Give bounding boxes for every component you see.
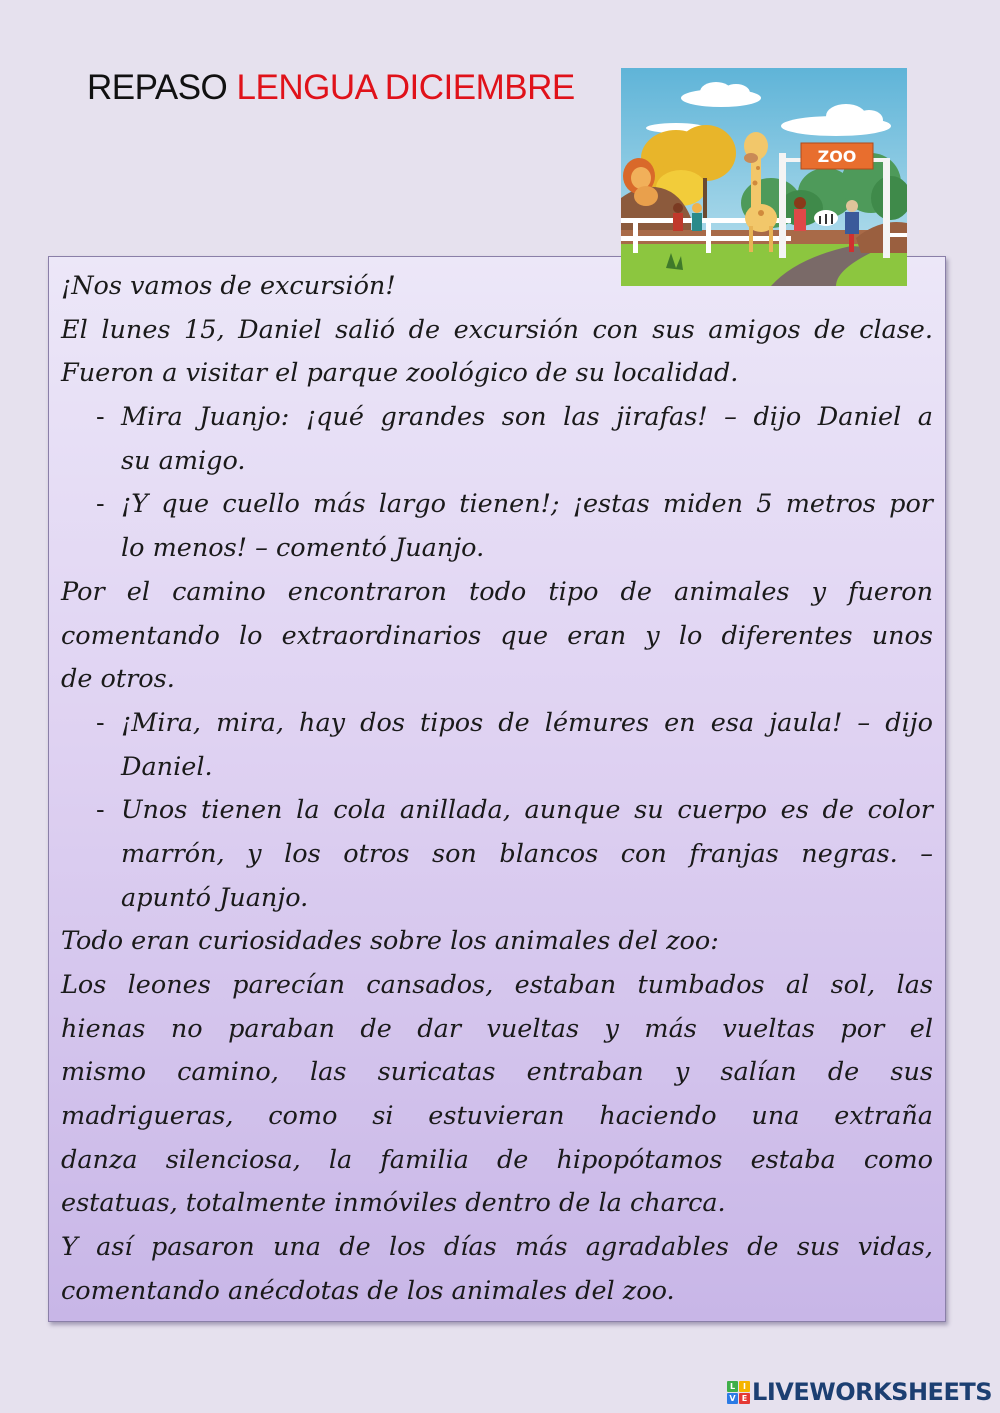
title-part-repaso: REPASO [87, 68, 228, 107]
logo-text: LIVEWORKSHEETS [752, 1378, 992, 1406]
passage-line [61, 702, 933, 746]
passage-line [61, 833, 933, 877]
passage-line-text: ¡Nos vamos de excursión! [61, 271, 396, 301]
title-part-lengua-diciembre: LENGUA DICIEMBRE [236, 68, 575, 107]
dialogue-dash: - [96, 707, 105, 738]
reading-passage-box [48, 256, 946, 1322]
page-title [87, 66, 575, 110]
passage-line-text: hienas no paraban de dar vueltas y más vueltas por el [61, 1013, 933, 1044]
passage-line [61, 789, 933, 833]
passage-line [61, 615, 933, 659]
passage-line [61, 309, 933, 353]
logo-tile-i: I [739, 1381, 750, 1392]
passage-line-text: mismo camino, las suricatas entraban y salían de sus [61, 1057, 933, 1088]
passage-line [61, 1051, 933, 1095]
passage-line-text: Todo eran curiosidades sobre los animales del zoo: [61, 926, 719, 957]
passage-line [61, 1095, 933, 1139]
passage-line [61, 352, 933, 396]
passage-line-text: Unos tienen la cola anillada, aunque su cuerpo es de color [121, 795, 933, 826]
passage-line-text: Daniel. [121, 751, 213, 782]
passage-line-text: danza silenciosa, la familia de hipopótamos estaba como [61, 1144, 933, 1175]
passage-line [61, 440, 933, 484]
passage-line-text: ¡Mira, mira, hay dos tipos de lémures en esa jaula! – dijo [121, 707, 933, 738]
reading-passage-text [61, 265, 933, 1314]
passage-line-text: de otros. [61, 664, 175, 695]
passage-line-text: estatuas, totalmente inmóviles dentro de la charca. [61, 1188, 726, 1219]
passage-line [61, 571, 933, 615]
passage-line-text: ¡Y que cuello más largo tienen!; ¡estas miden 5 metros por [121, 489, 933, 520]
passage-line-text: marrón, y los otros son blancos con franjas negras. – [121, 838, 933, 869]
passage-line [61, 964, 933, 1008]
passage-line-text: El lunes 15, Daniel salió de excursión con sus amigos de clase. [61, 314, 933, 345]
passage-line-text: Por el camino encontraron todo tipo de animales y fueron [61, 576, 933, 607]
zoo-illustration [621, 68, 907, 286]
passage-line-text: apuntó Juanjo. [121, 882, 309, 913]
passage-line-text: lo menos! – comentó Juanjo. [121, 533, 485, 564]
dialogue-dash: - [96, 795, 105, 826]
passage-line [61, 483, 933, 527]
passage-line [61, 877, 933, 921]
passage-line [61, 920, 933, 964]
passage-line [61, 1270, 933, 1314]
passage-line-text: Mira Juanjo: ¡qué grandes son las jirafas! – dijo Daniel a [121, 402, 933, 433]
passage-line [61, 527, 933, 571]
logo-live-tiles-icon [727, 1381, 750, 1404]
passage-line [61, 658, 933, 702]
passage-line-text: Y así pasaron una de los días más agradables de sus vidas, [61, 1232, 933, 1263]
passage-line-text: comentando anécdotas de los animales del zoo. [61, 1275, 675, 1306]
passage-line [61, 1182, 933, 1226]
logo-tile-v: V [727, 1393, 738, 1404]
zoo-scene-icon [621, 68, 907, 286]
liveworksheets-logo [727, 1378, 992, 1406]
zoo-sign-text: ZOO [817, 147, 857, 166]
passage-line [61, 1008, 933, 1052]
passage-line-text: comentando lo extraordinarios que eran y lo diferentes unos [61, 620, 933, 651]
passage-line [61, 1139, 933, 1183]
passage-line [61, 746, 933, 790]
passage-line-text: Fueron a visitar el parque zoológico de su localidad. [61, 358, 739, 389]
passage-line-text: su amigo. [121, 445, 246, 476]
dialogue-dash: - [96, 402, 105, 433]
dialogue-dash: - [96, 489, 105, 520]
passage-line-text: Los leones parecían cansados, estaban tumbados al sol, las [61, 970, 933, 1000]
passage-line [61, 396, 933, 440]
passage-line [61, 1226, 933, 1270]
logo-tile-l: L [727, 1381, 738, 1392]
passage-line-text: madrigueras, como si estuvieran haciendo una extraña [61, 1101, 933, 1132]
logo-tile-e: E [739, 1393, 750, 1404]
